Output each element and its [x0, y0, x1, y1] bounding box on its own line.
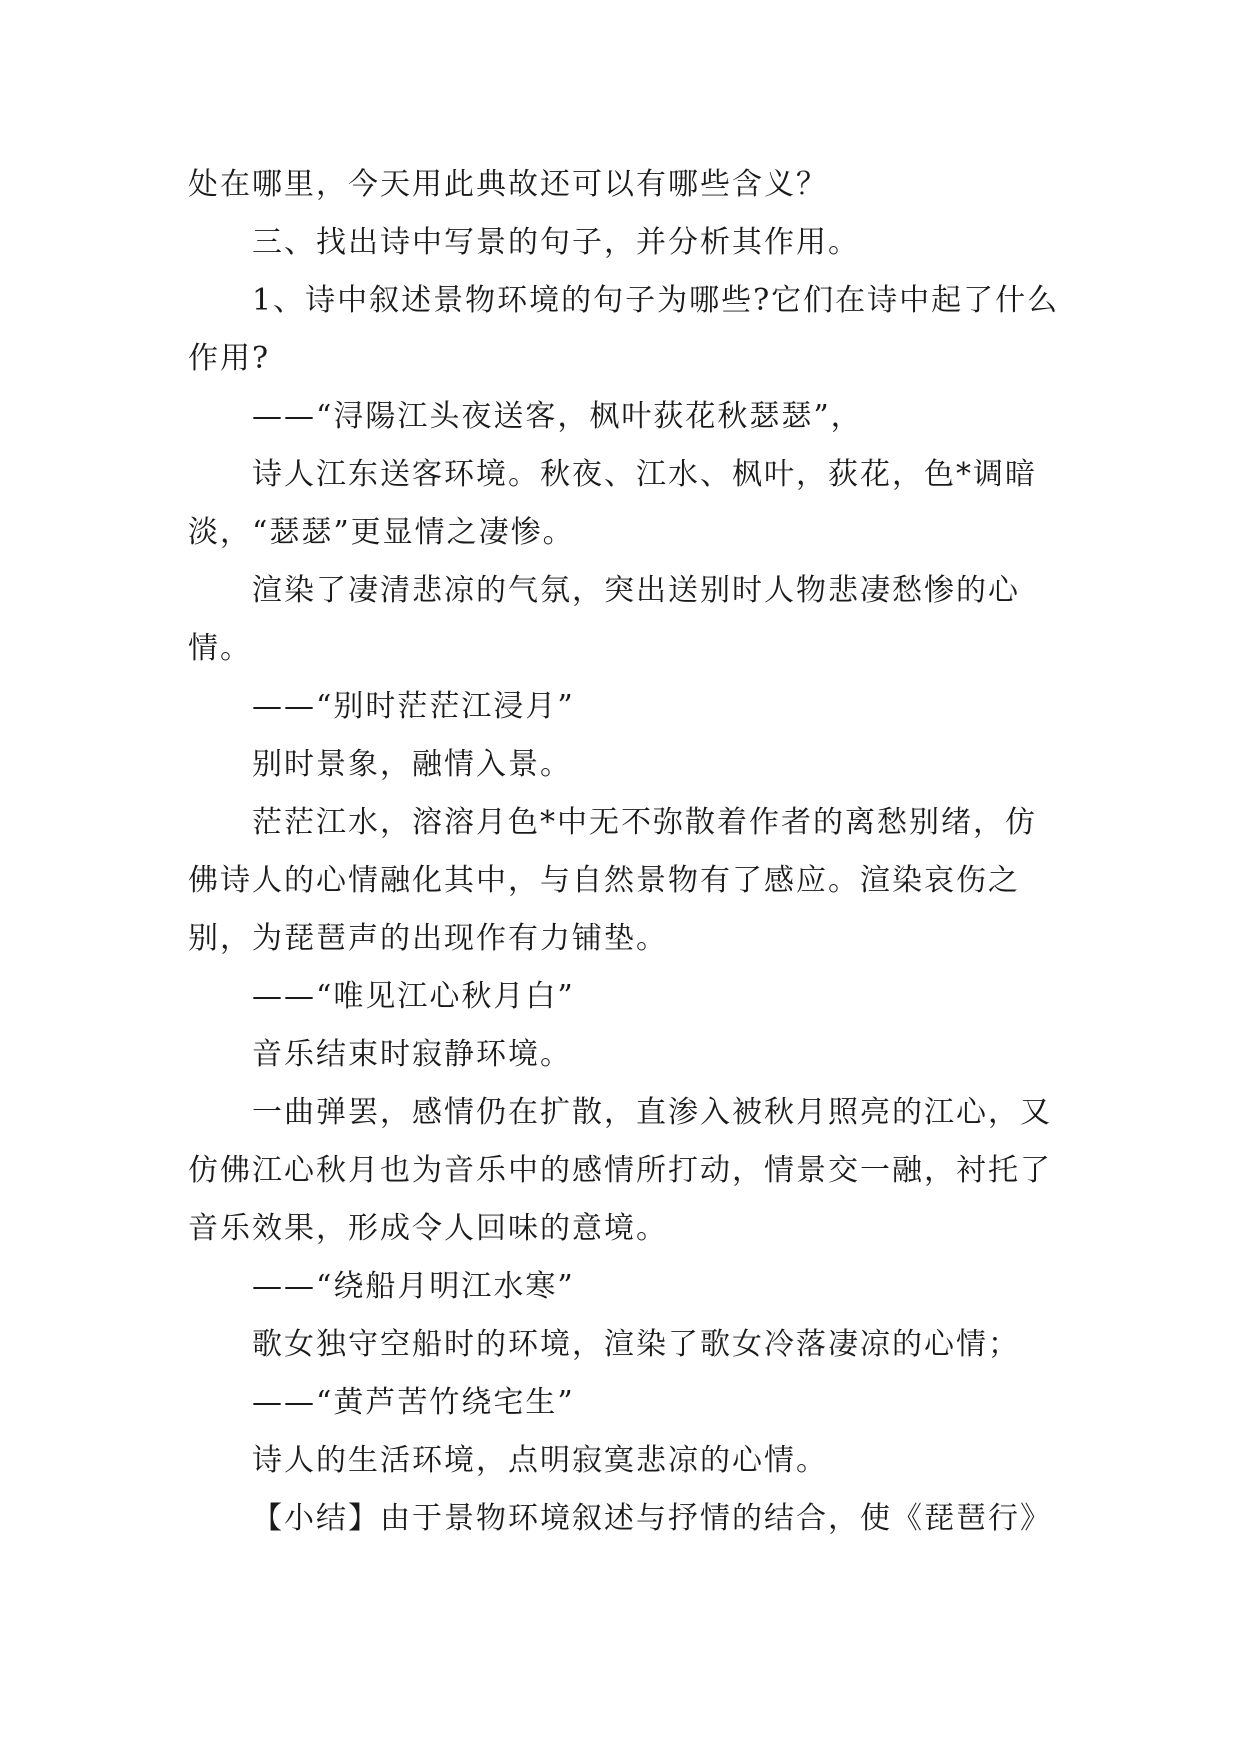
paragraph: 歌女独守空船时的环境，渲染了歌女冷落凄凉的心情； — [252, 1327, 1020, 1362]
section-heading-3: 三、找出诗中写景的句子，并分析其作用。 — [252, 225, 860, 260]
paragraph: 一曲弹罢，感情仍在扩散，直渗入被秋月照亮的江心，又仿佛江心秋月也为音乐中的感情所打动，情景交一融，衬托了音乐效果，形成令人回味的意境。 — [188, 1095, 1052, 1246]
paragraph: 别时景象，融情入景。 — [252, 747, 572, 782]
quote-line: ——“浔陽江头夜送客，枫叶荻花秋瑟瑟”， — [252, 399, 863, 434]
quote-line: ——“唯见江心秋月白” — [252, 979, 575, 1014]
summary-paragraph: 【小结】由于景物环境叙述与抒情的结合，使《琵琶行》 — [252, 1501, 1052, 1536]
quote-line: ——“黄芦苦竹绕宅生” — [252, 1385, 575, 1420]
document-body — [188, 156, 1068, 1548]
paragraph: 音乐结束时寂静环境。 — [252, 1037, 572, 1072]
paragraph-continuation: 处在哪里，今天用此典故还可以有哪些含义？ — [188, 167, 828, 202]
question-1: 1、诗中叙述景物环境的句子为哪些?它们在诗中起了什么作用? — [188, 283, 1060, 376]
paragraph: 诗人江东送客环境。秋夜、江水、枫叶，荻花，色*调暗淡，“瑟瑟”更显情之凄惨。 — [188, 457, 1037, 550]
paragraph: 渲染了凄清悲凉的气氛，突出送别时人物悲凄愁惨的心情。 — [188, 573, 1020, 666]
quote-line: ——“别时茫茫江浸月” — [252, 689, 575, 724]
quote-line: ——“绕船月明江水寒” — [252, 1269, 575, 1304]
paragraph: 诗人的生活环境，点明寂寞悲凉的心情。 — [252, 1443, 828, 1478]
paragraph: 茫茫江水，溶溶月色*中无不弥散着作者的离愁别绪，仿佛诗人的心情融化其中，与自然景物有了感应。渲染哀伤之别，为琵琶声的出现作有力铺垫。 — [188, 805, 1037, 956]
